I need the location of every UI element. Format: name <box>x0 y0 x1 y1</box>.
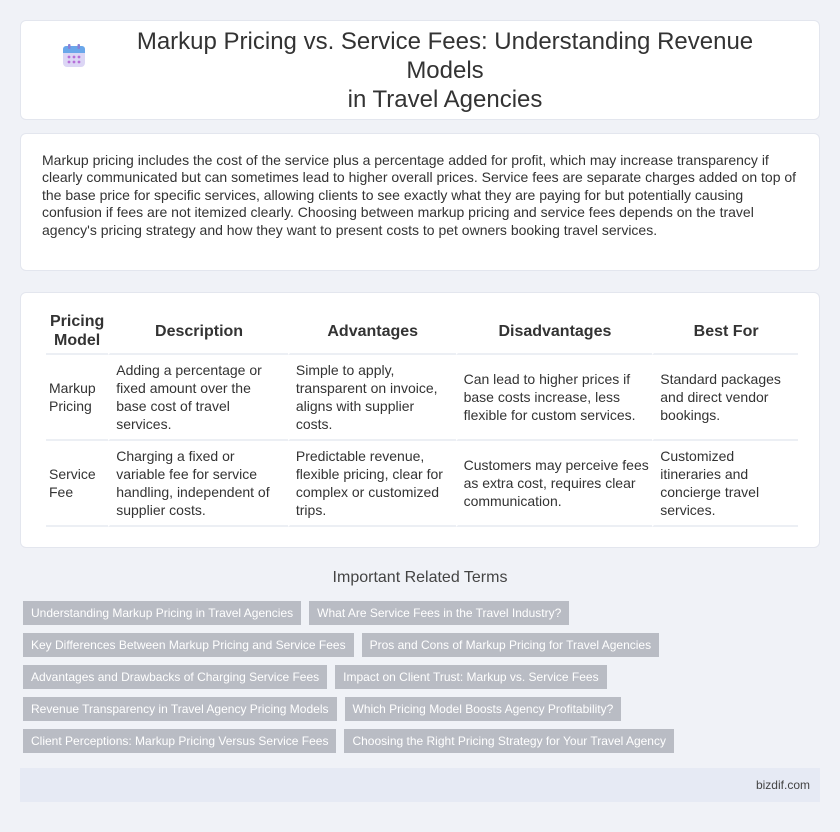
comparison-table <box>46 309 798 527</box>
cell-best-for: Customized itineraries and concierge travel services. <box>652 441 798 527</box>
tag-row <box>23 633 823 657</box>
related-term-tag[interactable]: Which Pricing Model Boosts Agency Profitability? <box>345 697 622 721</box>
tag-row <box>23 729 823 753</box>
intro-card <box>20 133 820 271</box>
tag-row <box>23 697 823 721</box>
page-title-line2: in Travel Agencies <box>347 85 543 113</box>
header-card <box>20 20 820 120</box>
related-term-tag[interactable]: Revenue Transparency in Travel Agency Pricing Models <box>23 697 337 721</box>
related-terms-title: Important Related Terms <box>332 569 508 586</box>
cell-disadvantages: Can lead to higher prices if base costs increase, less flexible for custom services. <box>456 355 653 441</box>
related-term-tag[interactable]: Impact on Client Trust: Markup vs. Service Fees <box>335 665 606 689</box>
page-title-line1: Markup Pricing vs. Service Fees: Understanding Revenue Models <box>136 27 754 84</box>
related-term-tag[interactable]: Advantages and Drawbacks of Charging Service Fees <box>23 665 327 689</box>
cell-best-for: Standard packages and direct vendor bookings. <box>652 355 798 441</box>
cell-description: Charging a fixed or variable fee for service handling, independent of supplier costs. <box>108 441 288 527</box>
cell-disadvantages: Customers may perceive fees as extra cost, requires clear communication. <box>456 441 653 527</box>
related-terms-list <box>23 601 823 761</box>
footer <box>20 768 820 802</box>
cell-model: Markup Pricing <box>46 355 108 441</box>
header-disadvantages: Disadvantages <box>456 309 653 355</box>
intro-text: Markup pricing includes the cost of the service plus a percentage added for profit, which may increase transparency if clearly communicated but can sometimes lead to higher overall prices. Service fees are separate charges added on top of the base price for specific services, allowing clients to see exactly what they are paying for but potentially causing confusion if fees are not itemized clearly. Choosing between markup pricing and service fees depends on the travel agency's pricing strategy and how they want to present costs to pet owners booking travel services. <box>42 152 797 238</box>
header-advantages: Advantages <box>288 309 456 355</box>
related-term-tag[interactable]: Pros and Cons of Markup Pricing for Travel Agencies <box>362 633 659 657</box>
header-pricing-model: Pricing Model <box>46 309 108 355</box>
comparison-table-card <box>20 292 820 548</box>
cell-model: Service Fee <box>46 441 108 527</box>
header-best-for: Best For <box>652 309 798 355</box>
tag-row <box>23 601 823 625</box>
footer-brand[interactable]: bizdif.com <box>755 778 810 792</box>
related-term-tag[interactable]: Choosing the Right Pricing Strategy for Your Travel Agency <box>344 729 674 753</box>
related-term-tag[interactable]: Understanding Markup Pricing in Travel Agencies <box>23 601 301 625</box>
related-term-tag[interactable]: Key Differences Between Markup Pricing and Service Fees <box>23 633 354 657</box>
cell-advantages: Simple to apply, transparent on invoice, aligns with supplier costs. <box>288 355 456 441</box>
cell-advantages: Predictable revenue, flexible pricing, clear for complex or customized trips. <box>288 441 456 527</box>
cell-description: Adding a percentage or fixed amount over the base cost of travel services. <box>108 355 288 441</box>
page-title <box>111 27 779 114</box>
table-header-row <box>46 309 798 355</box>
header-description: Description <box>108 309 288 355</box>
related-term-tag[interactable]: Client Perceptions: Markup Pricing Versus Service Fees <box>23 729 336 753</box>
related-term-tag[interactable]: What Are Service Fees in the Travel Industry? <box>309 601 569 625</box>
table-row <box>46 441 798 527</box>
table-row <box>46 355 798 441</box>
tag-row <box>23 665 823 689</box>
calendar-icon <box>61 43 87 69</box>
